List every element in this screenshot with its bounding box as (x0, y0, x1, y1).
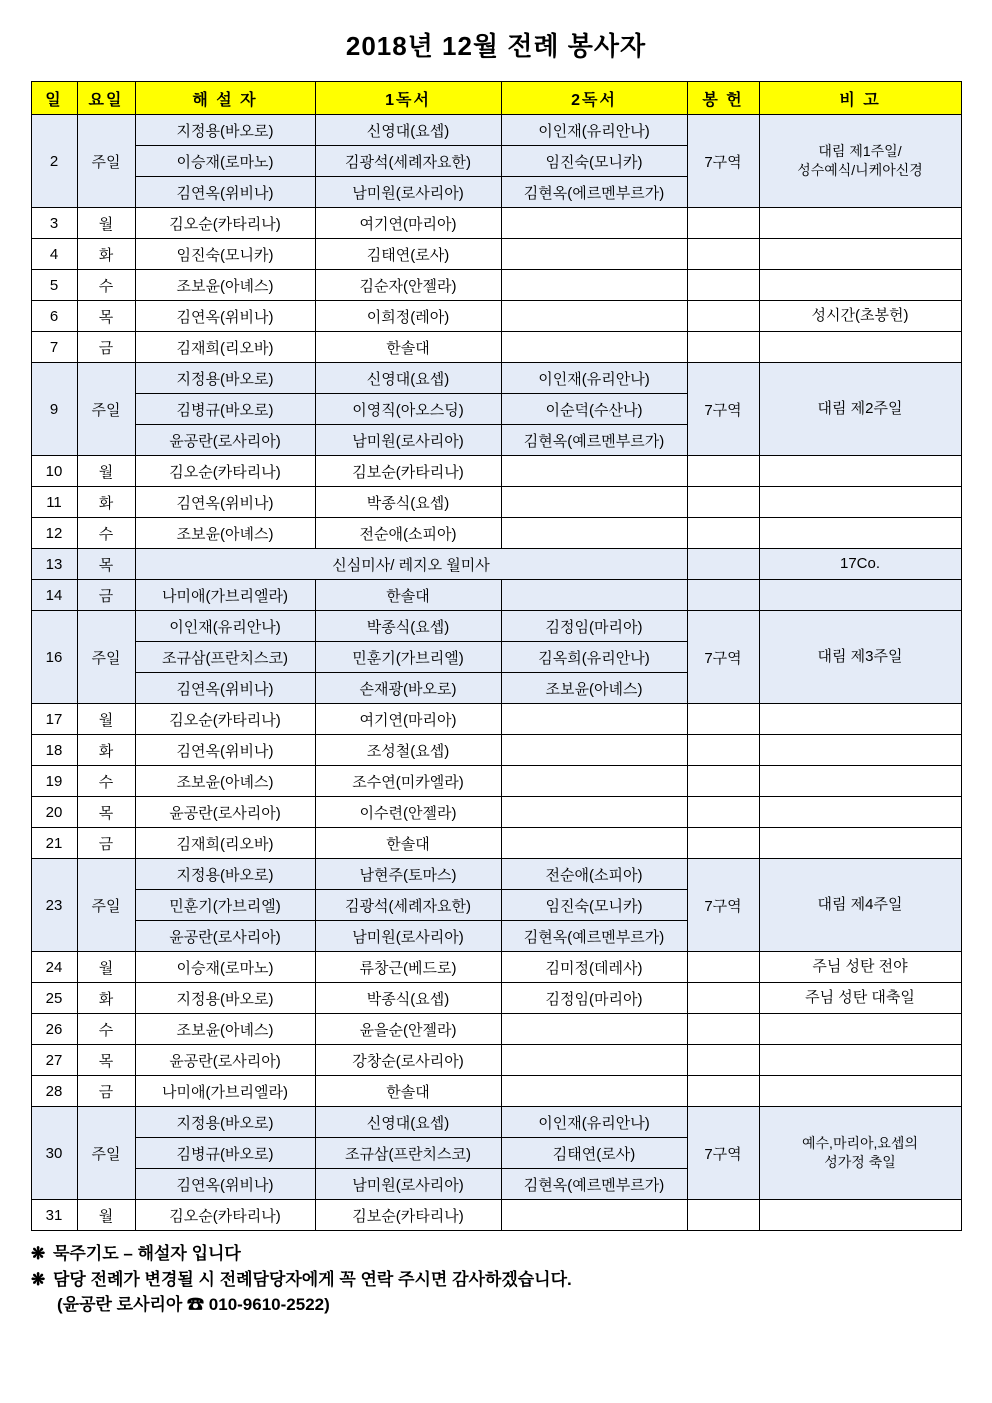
cell-first-reading: 김광석(세례자요한) (315, 890, 501, 921)
cell-first-reading: 이수련(안젤라) (315, 797, 501, 828)
cell-narrator: 민훈기(가브리엘) (135, 890, 315, 921)
cell-narrator: 조보윤(아녜스) (135, 1014, 315, 1045)
cell-day: 4 (31, 239, 77, 270)
cell-first-reading: 류창근(베드로) (315, 952, 501, 983)
cell-first-reading: 한솔대 (315, 828, 501, 859)
cell-offering (687, 1045, 759, 1076)
cell-offering (687, 828, 759, 859)
cell-second-reading: 김현옥(예르멘부르가) (501, 921, 687, 952)
cell-dayofweek: 주일 (77, 363, 135, 456)
cell-offering (687, 797, 759, 828)
cell-second-reading (501, 332, 687, 363)
table-header (31, 82, 961, 115)
cell-second-reading: 김현옥(예르멘부르가) (501, 1169, 687, 1200)
table-row (31, 549, 961, 580)
cell-second-reading (501, 487, 687, 518)
cell-narrator: 김오순(카타리나) (135, 704, 315, 735)
cell-note: 성시간(초봉헌) (759, 301, 961, 332)
cell-offering (687, 456, 759, 487)
table-row (31, 363, 961, 394)
cell-offering (687, 766, 759, 797)
cell-dayofweek: 월 (77, 1200, 135, 1231)
cell-offering (687, 704, 759, 735)
cell-offering (687, 208, 759, 239)
cell-day: 3 (31, 208, 77, 239)
cell-day: 9 (31, 363, 77, 456)
cell-note (759, 580, 961, 611)
cell-day: 16 (31, 611, 77, 704)
table-row (31, 859, 961, 890)
table-row (31, 1045, 961, 1076)
cell-narrator: 윤공란(로사리아) (135, 425, 315, 456)
cell-narrator: 윤공란(로사리아) (135, 921, 315, 952)
cell-first-reading: 남현주(토마스) (315, 859, 501, 890)
cell-day: 14 (31, 580, 77, 611)
cell-note: 17Co. (759, 549, 961, 580)
table-row (31, 487, 961, 518)
cell-narrator: 조보윤(아녜스) (135, 518, 315, 549)
cell-narrator: 김오순(카타리나) (135, 1200, 315, 1231)
cell-day: 10 (31, 456, 77, 487)
cell-dayofweek: 수 (77, 518, 135, 549)
cell-second-reading: 김옥희(유리안나) (501, 642, 687, 673)
cell-offering (687, 518, 759, 549)
footnote-1 (31, 1241, 961, 1267)
cell-first-reading: 한솔대 (315, 332, 501, 363)
table-body (31, 115, 961, 1231)
cell-second-reading: 김태연(로사) (501, 1138, 687, 1169)
cell-second-reading (501, 735, 687, 766)
cell-note: 주님 성탄 대축일 (759, 983, 961, 1014)
cell-narrator: 조보윤(아녜스) (135, 766, 315, 797)
cell-narrator: 나미애(가브리엘라) (135, 580, 315, 611)
cell-second-reading: 이순덕(수산나) (501, 394, 687, 425)
cell-note: 예수,마리아,요셉의 성가정 축일 (759, 1107, 961, 1200)
cell-day: 28 (31, 1076, 77, 1107)
table-row (31, 611, 961, 642)
table-row (31, 1014, 961, 1045)
header-note: 비 고 (759, 82, 961, 115)
cell-day: 5 (31, 270, 77, 301)
cell-first-reading: 신영대(요셉) (315, 115, 501, 146)
cell-note (759, 270, 961, 301)
cell-day: 13 (31, 549, 77, 580)
header-second-reading: 2독서 (501, 82, 687, 115)
cell-day: 27 (31, 1045, 77, 1076)
cell-narrator: 김오순(카타리나) (135, 208, 315, 239)
cell-note (759, 704, 961, 735)
cell-dayofweek: 화 (77, 983, 135, 1014)
table-row (31, 332, 961, 363)
cell-narrator: 김병규(바오로) (135, 394, 315, 425)
cell-note: 대림 제1주일/ 성수예식/니케아신경 (759, 115, 961, 208)
cell-offering (687, 332, 759, 363)
cell-second-reading (501, 580, 687, 611)
cell-dayofweek: 주일 (77, 859, 135, 952)
cell-first-reading: 한솔대 (315, 1076, 501, 1107)
header-first-reading: 1독서 (315, 82, 501, 115)
cell-dayofweek: 화 (77, 735, 135, 766)
cell-first-reading: 김보순(카타리나) (315, 456, 501, 487)
cell-second-reading (501, 797, 687, 828)
cell-dayofweek: 월 (77, 952, 135, 983)
cell-offering (687, 983, 759, 1014)
cell-day: 30 (31, 1107, 77, 1200)
cell-first-reading: 윤을순(안젤라) (315, 1014, 501, 1045)
header-dayofweek: 요일 (77, 82, 135, 115)
cell-second-reading: 김현옥(예르멘부르가) (501, 425, 687, 456)
cell-second-reading: 조보윤(아녜스) (501, 673, 687, 704)
table-row (31, 1200, 961, 1231)
cell-note (759, 332, 961, 363)
cell-first-reading: 신영대(요셉) (315, 1107, 501, 1138)
cell-narrator: 김재희(리오바) (135, 828, 315, 859)
cell-narrator: 김연옥(위비나) (135, 487, 315, 518)
cell-second-reading (501, 828, 687, 859)
cell-note (759, 518, 961, 549)
cell-offering (687, 1200, 759, 1231)
cell-day: 23 (31, 859, 77, 952)
cell-dayofweek: 화 (77, 487, 135, 518)
cell-note (759, 239, 961, 270)
cell-day: 24 (31, 952, 77, 983)
asterisk-icon-2: ❋ (31, 1269, 46, 1289)
cell-note (759, 828, 961, 859)
cell-dayofweek: 수 (77, 766, 135, 797)
table-row (31, 518, 961, 549)
cell-offering: 7구역 (687, 1107, 759, 1200)
cell-first-reading: 이희정(레아) (315, 301, 501, 332)
cell-second-reading (501, 301, 687, 332)
cell-second-reading (501, 1076, 687, 1107)
cell-second-reading: 김현옥(에르멘부르가) (501, 177, 687, 208)
cell-note: 대림 제2주일 (759, 363, 961, 456)
cell-first-reading: 조규삼(프란치스코) (315, 1138, 501, 1169)
cell-offering: 7구역 (687, 611, 759, 704)
table-row (31, 735, 961, 766)
cell-narrator: 김재희(리오바) (135, 332, 315, 363)
cell-dayofweek: 목 (77, 549, 135, 580)
cell-second-reading (501, 1200, 687, 1231)
cell-narrator: 김오순(카타리나) (135, 456, 315, 487)
cell-second-reading: 이인재(유리안나) (501, 363, 687, 394)
cell-dayofweek: 수 (77, 270, 135, 301)
cell-day: 6 (31, 301, 77, 332)
cell-day: 7 (31, 332, 77, 363)
cell-first-reading: 박종식(요셉) (315, 487, 501, 518)
cell-narrator: 조규삼(프란치스코) (135, 642, 315, 673)
cell-day: 20 (31, 797, 77, 828)
cell-dayofweek: 금 (77, 332, 135, 363)
cell-second-reading: 김정임(마리아) (501, 983, 687, 1014)
cell-second-reading: 임진숙(모니카) (501, 890, 687, 921)
cell-offering: 7구역 (687, 859, 759, 952)
cell-day: 11 (31, 487, 77, 518)
header-row (31, 82, 961, 115)
cell-first-reading: 신영대(요셉) (315, 363, 501, 394)
cell-second-reading: 전순애(소피아) (501, 859, 687, 890)
cell-offering (687, 1014, 759, 1045)
cell-offering (687, 1076, 759, 1107)
cell-note (759, 456, 961, 487)
cell-second-reading (501, 704, 687, 735)
table-row (31, 983, 961, 1014)
cell-note: 대림 제4주일 (759, 859, 961, 952)
cell-dayofweek: 금 (77, 1076, 135, 1107)
cell-note: 주님 성탄 전야 (759, 952, 961, 983)
table-row (31, 208, 961, 239)
cell-offering (687, 270, 759, 301)
cell-day: 12 (31, 518, 77, 549)
cell-narrator: 김연옥(위비나) (135, 673, 315, 704)
header-day: 일 (31, 82, 77, 115)
cell-first-reading: 여기연(마리아) (315, 704, 501, 735)
cell-note (759, 766, 961, 797)
cell-first-reading: 여기연(마리아) (315, 208, 501, 239)
cell-first-reading: 남미원(로사리아) (315, 1169, 501, 1200)
cell-first-reading: 이영직(아오스딩) (315, 394, 501, 425)
cell-day: 31 (31, 1200, 77, 1231)
cell-narrator: 지정용(바오로) (135, 859, 315, 890)
cell-special-mass: 신심미사/ 레지오 월미사 (135, 549, 687, 580)
cell-second-reading: 김미정(데레사) (501, 952, 687, 983)
table-row (31, 270, 961, 301)
cell-narrator: 이인재(유리안나) (135, 611, 315, 642)
cell-offering (687, 549, 759, 580)
header-offering: 봉 헌 (687, 82, 759, 115)
cell-offering (687, 735, 759, 766)
cell-offering (687, 952, 759, 983)
header-narrator: 해 설 자 (135, 82, 315, 115)
cell-narrator: 지정용(바오로) (135, 983, 315, 1014)
cell-second-reading (501, 270, 687, 301)
cell-first-reading: 한솔대 (315, 580, 501, 611)
footnote-2-text: 담당 전례가 변경될 시 전례담당자에게 꼭 연락 주시면 감사하겠습니다. (53, 1269, 572, 1289)
cell-note (759, 1076, 961, 1107)
cell-note (759, 1045, 961, 1076)
cell-dayofweek: 주일 (77, 611, 135, 704)
cell-second-reading (501, 1014, 687, 1045)
cell-narrator: 이승재(로마노) (135, 952, 315, 983)
cell-first-reading: 박종식(요셉) (315, 983, 501, 1014)
cell-first-reading: 김순자(안젤라) (315, 270, 501, 301)
cell-second-reading (501, 1045, 687, 1076)
cell-note (759, 208, 961, 239)
cell-first-reading: 민훈기(가브리엘) (315, 642, 501, 673)
cell-second-reading (501, 208, 687, 239)
cell-offering (687, 487, 759, 518)
cell-dayofweek: 수 (77, 1014, 135, 1045)
cell-offering (687, 301, 759, 332)
cell-narrator: 윤공란(로사리아) (135, 1045, 315, 1076)
cell-first-reading: 손재광(바오로) (315, 673, 501, 704)
cell-second-reading (501, 239, 687, 270)
cell-first-reading: 남미원(로사리아) (315, 177, 501, 208)
table-row (31, 1076, 961, 1107)
cell-second-reading: 이인재(유리안나) (501, 1107, 687, 1138)
cell-note (759, 487, 961, 518)
cell-day: 2 (31, 115, 77, 208)
cell-first-reading: 조수연(미카엘라) (315, 766, 501, 797)
cell-first-reading: 남미원(로사리아) (315, 425, 501, 456)
cell-offering: 7구역 (687, 363, 759, 456)
footnote-1-text: 묵주기도 – 해설자 입니다 (53, 1244, 241, 1263)
cell-second-reading: 김정임(마리아) (501, 611, 687, 642)
cell-first-reading: 김태연(로사) (315, 239, 501, 270)
cell-note (759, 1200, 961, 1231)
table-row (31, 456, 961, 487)
cell-narrator: 김연옥(위비나) (135, 1169, 315, 1200)
cell-narrator: 조보윤(아녜스) (135, 270, 315, 301)
cell-note (759, 735, 961, 766)
cell-dayofweek: 월 (77, 704, 135, 735)
footnote-2 (31, 1267, 961, 1293)
cell-dayofweek: 월 (77, 456, 135, 487)
cell-day: 17 (31, 704, 77, 735)
table-row (31, 580, 961, 611)
cell-first-reading: 전순애(소피아) (315, 518, 501, 549)
cell-day: 18 (31, 735, 77, 766)
table-row (31, 952, 961, 983)
cell-dayofweek: 금 (77, 828, 135, 859)
cell-dayofweek: 목 (77, 1045, 135, 1076)
cell-day: 21 (31, 828, 77, 859)
cell-first-reading: 남미원(로사리아) (315, 921, 501, 952)
cell-offering (687, 239, 759, 270)
footnotes (31, 1241, 961, 1318)
table-row (31, 115, 961, 146)
cell-dayofweek: 목 (77, 301, 135, 332)
cell-first-reading: 조성철(요셉) (315, 735, 501, 766)
cell-narrator: 김연옥(위비나) (135, 735, 315, 766)
table-row (31, 828, 961, 859)
cell-note: 대림 제3주일 (759, 611, 961, 704)
cell-second-reading (501, 518, 687, 549)
cell-second-reading (501, 766, 687, 797)
liturgy-schedule-table (31, 81, 962, 1231)
cell-narrator: 김연옥(위비나) (135, 177, 315, 208)
table-row (31, 301, 961, 332)
cell-narrator: 윤공란(로사리아) (135, 797, 315, 828)
table-row (31, 239, 961, 270)
cell-day: 26 (31, 1014, 77, 1045)
cell-day: 19 (31, 766, 77, 797)
table-row (31, 766, 961, 797)
cell-day: 25 (31, 983, 77, 1014)
cell-first-reading: 박종식(요셉) (315, 611, 501, 642)
cell-second-reading (501, 456, 687, 487)
cell-narrator: 지정용(바오로) (135, 1107, 315, 1138)
footnote-3-text: (윤공란 로사리아 ☎ 010-9610-2522) (57, 1295, 330, 1314)
asterisk-icon: ❋ (31, 1244, 46, 1263)
cell-note (759, 1014, 961, 1045)
cell-dayofweek: 목 (77, 797, 135, 828)
cell-second-reading: 이인재(유리안나) (501, 115, 687, 146)
cell-narrator: 지정용(바오로) (135, 363, 315, 394)
cell-narrator: 나미애(가브리엘라) (135, 1076, 315, 1107)
cell-narrator: 김연옥(위비나) (135, 301, 315, 332)
cell-narrator: 이승재(로마노) (135, 146, 315, 177)
cell-note (759, 797, 961, 828)
cell-narrator: 지정용(바오로) (135, 115, 315, 146)
cell-dayofweek: 화 (77, 239, 135, 270)
cell-first-reading: 김광석(세례자요한) (315, 146, 501, 177)
cell-dayofweek: 월 (77, 208, 135, 239)
page-title: 2018년 12월 전례 봉사자 (345, 31, 647, 61)
cell-offering: 7구역 (687, 115, 759, 208)
cell-narrator: 임진숙(모니카) (135, 239, 315, 270)
cell-dayofweek: 주일 (77, 1107, 135, 1200)
cell-second-reading: 임진숙(모니카) (501, 146, 687, 177)
cell-dayofweek: 금 (77, 580, 135, 611)
cell-dayofweek: 주일 (77, 115, 135, 208)
cell-first-reading: 김보순(카타리나) (315, 1200, 501, 1231)
cell-offering (687, 580, 759, 611)
table-row (31, 704, 961, 735)
cell-narrator: 김병규(바오로) (135, 1138, 315, 1169)
table-row (31, 797, 961, 828)
cell-first-reading: 강창순(로사리아) (315, 1045, 501, 1076)
table-row (31, 1107, 961, 1138)
